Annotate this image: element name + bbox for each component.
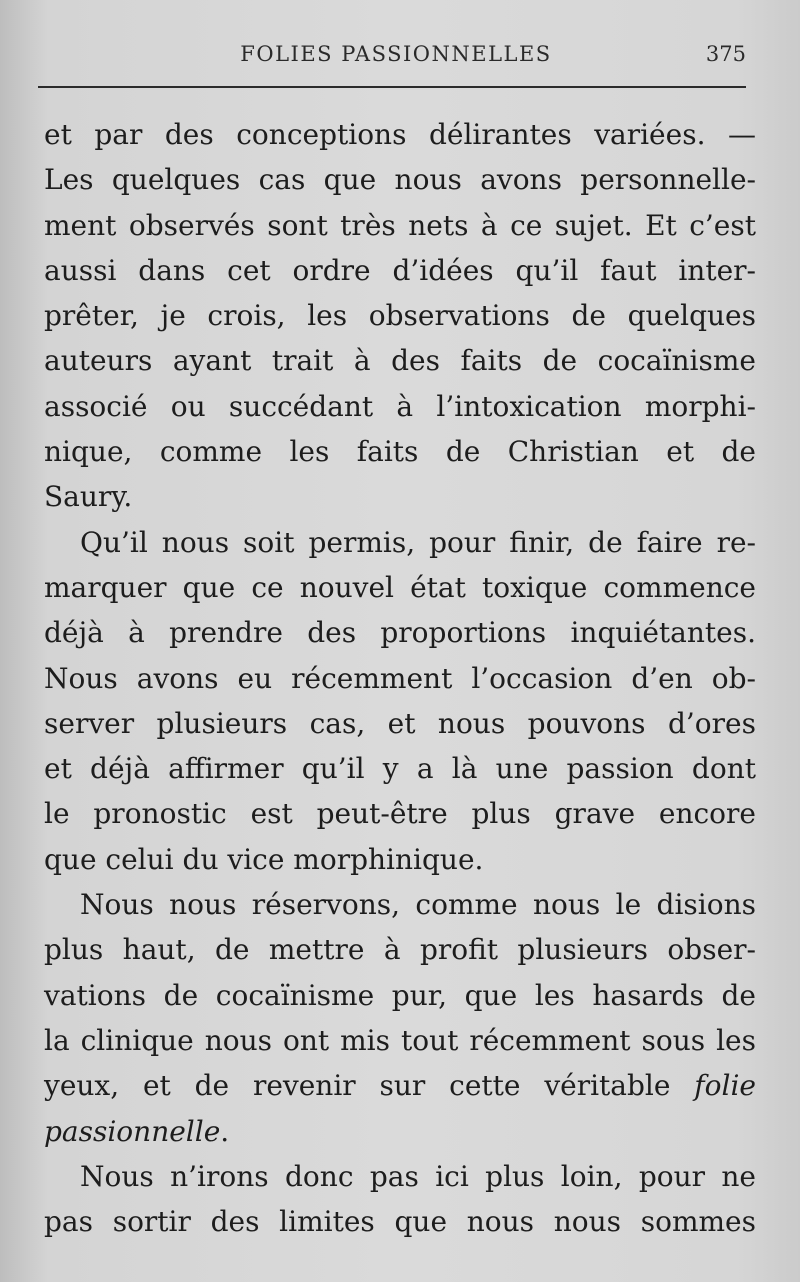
text-line: le pronostic est peut-être plus grave encore [44,797,756,831]
text-line: que celui du vice morphinique. [44,842,484,876]
text-line [44,1063,756,1108]
text-line: plus haut, de mettre à profit plusieurs obser- [44,933,756,967]
text-line: ment observés sont très nets à ce sujet. Et c’est [44,208,756,242]
text-line: pas sortir des limites que nous nous sommes [44,1205,756,1239]
italic-text: passionnelle [44,1114,221,1148]
text-line: la clinique nous ont mis tout récemment sous les [44,1023,756,1057]
page-number: 375 [705,42,746,66]
header-rule [38,86,746,88]
text-line: Nous avons eu récemment l’occasion d’en ob- [44,661,756,695]
text-line: vations de cocaïnisme pur, que les hasards de [44,978,756,1012]
text-line: nique, comme les faits de Christian et de [44,435,756,469]
text-line: server plusieurs cas, et nous pouvons d’ores [44,706,756,740]
text-line: marquer que ce nouvel état toxique commence [44,570,756,604]
text-segment: yeux, et de revenir sur cette véritable [44,1069,671,1103]
text-line: déjà à prendre des proportions inquiétantes. [44,616,756,650]
text-line: aussi dans cet ordre d’idées qu’il faut inter- [44,253,756,287]
text-line: Les quelques cas que nous avons personnelle- [44,163,756,197]
paragraph-first-line: Nous nous réservons, comme nous le disions [80,888,756,922]
text-line: et par des conceptions délirantes variées. — [44,118,756,151]
text-line: auteurs ayant trait à des faits de cocaïnisme [44,344,756,378]
text-line [44,1109,756,1154]
italic-text: folie [694,1069,756,1103]
running-head [40,42,752,76]
text-line: et déjà affirmer qu’il y a là une passion dont [44,752,756,786]
body-text [44,112,756,1244]
text-line: prêter, je crois, les observations de quelques [44,299,756,333]
text-line: Saury. [44,480,133,514]
text-segment: . [220,1114,230,1148]
text-line: associé ou succédant à l’intoxication morphi- [44,389,756,423]
paragraph-first-line: Nous n’irons donc pas ici plus loin, pour ne [80,1159,756,1193]
running-title: FOLIES PASSIONNELLES [240,42,552,66]
paragraph-first-line: Qu’il nous soit permis, pour finir, de faire re- [80,525,756,559]
